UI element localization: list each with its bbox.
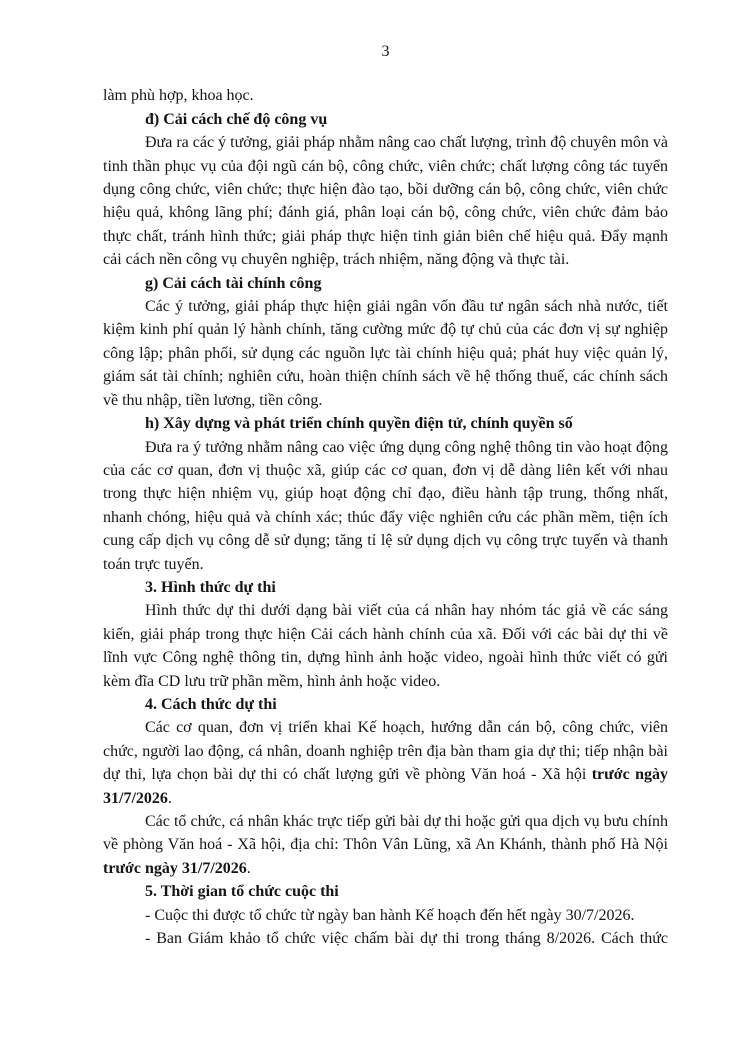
text-run: Đưa ra ý tưởng nhằm nâng cao việc ứng dụng công nghệ thông tin vào hoạt động của các cơ quan, đơn vị thuộc xã, giúp các cơ quan, đơn vị dễ dàng liên kết với nhau trong thực hiện nhiệm vụ, giúp hoạt động chỉ đạo, điều hành tập trung, thống nhất, nhanh chóng, hiệu quả và chính xác; thúc đẩy việc nghiên cứu các phần mềm, tiện ích cung cấp dịch vụ công dễ sử dụng; tăng tỉ lệ sử dụng dịch vụ công trực tuyến và thanh toán trực tuyến. <box>103 438 668 573</box>
section-heading <box>103 412 668 435</box>
paragraph <box>103 904 668 927</box>
text-run: Đưa ra các ý tưởng, giải pháp nhằm nâng cao chất lượng, trình độ chuyên môn và tinh thần phục vụ của đội ngũ cán bộ, công chức, viên chức; chất lượng công tác tuyển dụng công chức, viên chức; thực hiện đào tạo, bồi dưỡng cán bộ, công chức, viên chức hiệu quả, không lãng phí; đánh giá, phân loại cán bộ, công chức, viên chức đảm bảo thực chất, tránh hình thức; giải pháp thực hiện tinh giản biên chế hiệu quả. Đẩy mạnh cải cách nền công vụ chuyên nghiệp, trách nhiệm, năng động và thực tài. <box>103 134 668 269</box>
bold-text-run: 4. Cách thức dự thi <box>145 695 277 713</box>
document-body <box>103 84 668 950</box>
bold-text-run: 5. Thời gian tổ chức cuộc thi <box>145 883 339 901</box>
bold-text-run: 3. Hình thức dự thi <box>145 578 276 596</box>
text-run: - Ban Giám khảo tổ chức việc chấm bài dự thi trong tháng 8/2026. Cách thức <box>145 930 668 948</box>
section-heading <box>103 693 668 716</box>
text-run: - Cuộc thi được tổ chức từ ngày ban hành Kế hoạch đến hết ngày 30/7/2026. <box>145 906 635 924</box>
text-run: làm phù hợp, khoa học. <box>103 87 254 105</box>
paragraph <box>103 810 668 880</box>
paragraph <box>103 84 668 107</box>
bold-text-run: g) Cải cách tài chính công <box>145 274 322 292</box>
paragraph <box>103 295 668 412</box>
paragraph <box>103 716 668 810</box>
bold-text-run: trước ngày 31/7/2026 <box>103 859 247 877</box>
section-heading <box>103 108 668 131</box>
section-heading <box>103 880 668 903</box>
text-run: Các ý tưởng, giải pháp thực hiện giải ngân vốn đầu tư ngân sách nhà nước, tiết kiệm kinh phí quản lý hành chính, tăng cường mức độ tự chủ của các đơn vị sự nghiệp công lập; phân phối, sử dụng các nguồn lực tài chính hiệu quả; phát huy việc quản lý, giám sát tài chính; nghiên cứu, hoàn thiện chính sách về hệ thống thuế, các chính sách về thu nhập, tiền lương, tiền công. <box>103 298 668 409</box>
text-run: . <box>246 859 251 877</box>
page-number: 3 <box>381 43 390 60</box>
bold-text-run: trước ngày 31/7/2026 <box>103 766 669 807</box>
text-run: Hình thức dự thi dưới dạng bài viết của cá nhân hay nhóm tác giả về các sáng kiến, giải pháp trong thực hiện Cải cách hành chính của xã. Đối với các bài dự thi về lĩnh vực Công nghệ thông tin, dựng hình ảnh hoặc video, ngoài hình thức viết có gửi kèm đĩa CD lưu trữ phần mềm, hình ảnh hoặc video. <box>103 602 668 690</box>
text-run: . <box>167 789 172 807</box>
text-run: Các cơ quan, đơn vị triển khai Kế hoạch, hướng dẫn cán bộ, công chức, viên chức, người lao động, cá nhân, doanh nghiệp trên địa bàn tham gia dự thi; tiếp nhận bài dự thi, lựa chọn bài dự thi có chất lượng gửi về phòng Văn hoá - Xã hội <box>103 719 668 784</box>
section-heading <box>103 272 668 295</box>
paragraph <box>103 436 668 576</box>
section-heading <box>103 576 668 599</box>
paragraph <box>103 927 668 950</box>
text-run: Các tổ chức, cá nhân khác trực tiếp gửi bài dự thi hoặc gửi qua dịch vụ bưu chính về phòng Văn hoá - Xã hội, địa chỉ: Thôn Vân Lũng, xã An Khánh, thành phố Hà Nội <box>103 813 668 854</box>
bold-text-run: h) Xây dựng và phát triển chính quyền điện tử, chính quyền số <box>145 415 573 433</box>
paragraph <box>103 131 668 271</box>
paragraph <box>103 599 668 693</box>
bold-text-run: đ) Cải cách chế độ công vụ <box>145 110 328 128</box>
